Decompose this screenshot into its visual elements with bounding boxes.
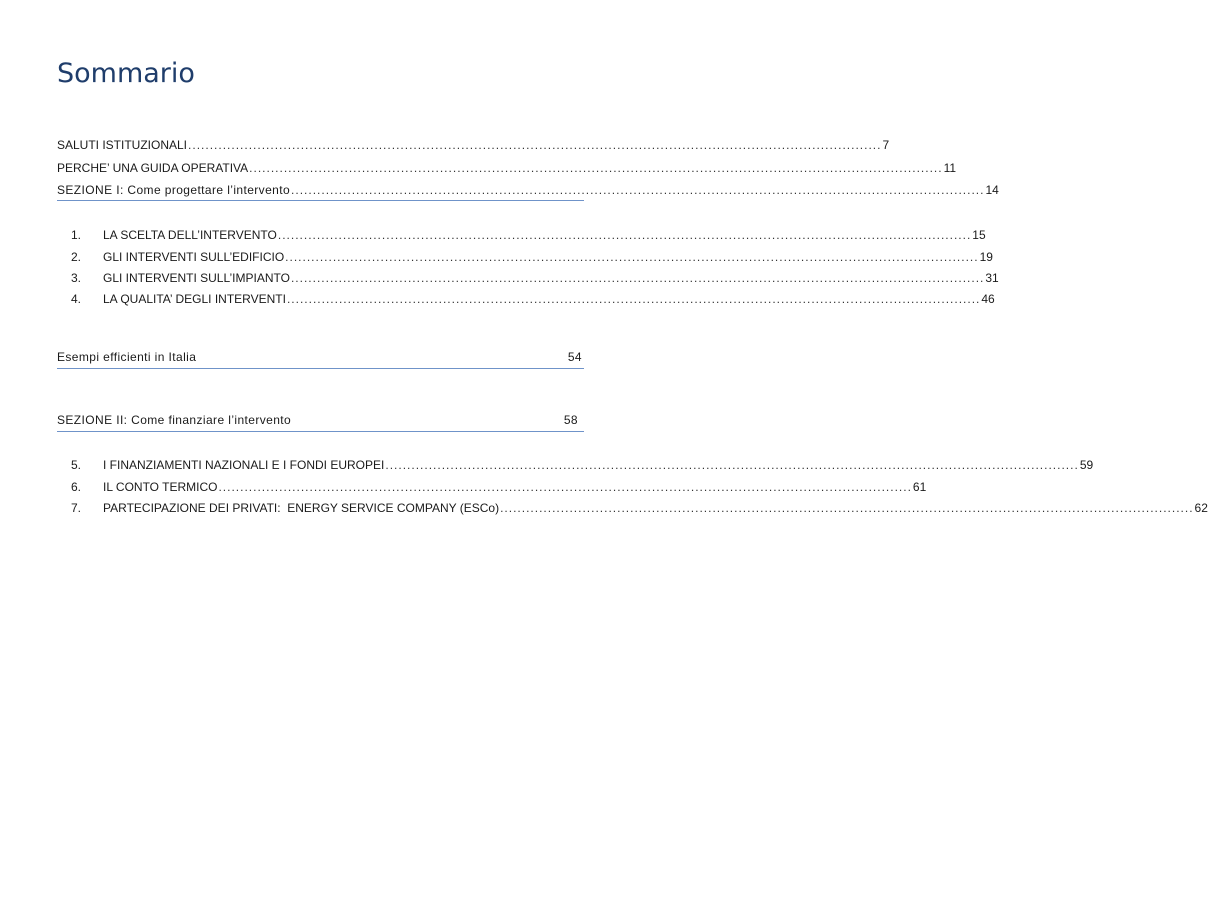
toc-page-number: 7 bbox=[882, 138, 890, 152]
toc-leader-dots: ................................................................................................................................................................ bbox=[291, 183, 985, 197]
toc-entry-text: PERCHE’ UNA GUIDA OPERATIVA bbox=[57, 161, 249, 175]
toc-entry-esco[interactable] bbox=[57, 501, 1208, 515]
toc-entry-perche[interactable] bbox=[57, 161, 957, 175]
toc-page-number: 19 bbox=[979, 250, 993, 264]
toc-entry-edificio[interactable] bbox=[57, 250, 993, 264]
toc-leader-dots: ................................................................................................................................................................ bbox=[286, 292, 981, 306]
toc-entry-text: GLI INTERVENTI SULL’IMPIANTO bbox=[103, 271, 290, 285]
toc-leader-dots: ................................................................................................................................................................ bbox=[249, 161, 943, 175]
toc-page-number: 31 bbox=[985, 271, 999, 285]
toc-page-number: 11 bbox=[943, 161, 957, 175]
toc-entry-sezione-1[interactable] bbox=[57, 183, 999, 201]
toc-entry-text: IL CONTO TERMICO bbox=[103, 480, 218, 494]
toc-page-number: 46 bbox=[981, 292, 995, 306]
toc-entry-text: LA SCELTA DELL’INTERVENTO bbox=[103, 228, 277, 242]
toc-page-number: 14 bbox=[985, 183, 999, 197]
toc-entry-qualita[interactable] bbox=[57, 292, 995, 306]
toc-entry-sezione-2[interactable] bbox=[57, 413, 584, 432]
toc-entry-number: 2. bbox=[71, 250, 82, 264]
toc-entry-text: Esempi efficienti in Italia bbox=[57, 350, 197, 364]
toc-entry-scelta[interactable] bbox=[57, 228, 986, 242]
toc-entry-conto-termico[interactable] bbox=[57, 480, 927, 494]
toc-entry-number: 6. bbox=[71, 480, 82, 494]
toc-entry-number: 4. bbox=[71, 292, 82, 306]
toc-leader-dots: ................................................................................................................................................................ bbox=[500, 501, 1194, 515]
toc-leader-dots: ................................................................................................................................................................ bbox=[188, 138, 882, 152]
toc-page-number: 15 bbox=[972, 228, 986, 242]
toc-leader-dots: ................................................................................................................................................................ bbox=[290, 271, 985, 285]
toc-page-number: 61 bbox=[912, 480, 927, 494]
toc-entry-text: GLI INTERVENTI SULL’EDIFICIO bbox=[103, 250, 285, 264]
toc-entry-saluti[interactable] bbox=[57, 138, 890, 152]
toc-entry-esempi[interactable] bbox=[57, 350, 584, 369]
toc-page-number: 62 bbox=[1194, 501, 1208, 515]
toc-entry-number: 3. bbox=[71, 271, 82, 285]
toc-entry-text: I FINANZIAMENTI NAZIONALI E I FONDI EUROPEI bbox=[103, 458, 385, 472]
toc-entry-text: LA QUALITA’ DEGLI INTERVENTI bbox=[103, 292, 286, 306]
toc-entry-text: SEZIONE II: Come finanziare l’intervento bbox=[57, 413, 292, 427]
toc-page-number: 54 bbox=[567, 350, 582, 364]
toc-leader-dots: ................................................................................................................................................................ bbox=[218, 480, 912, 494]
toc-entry-text: PARTECIPAZIONE DEI PRIVATI: ENERGY SERVICE COMPANY (ESCo) bbox=[103, 501, 500, 515]
toc-entry-impianto[interactable] bbox=[57, 271, 999, 285]
toc-entry-text: SEZIONE I: Come progettare l’intervento bbox=[57, 183, 291, 197]
toc-page-number: 59 bbox=[1079, 458, 1094, 472]
toc-page-number: 58 bbox=[563, 413, 578, 427]
toc-leader-dots: ................................................................................................................................................................ bbox=[385, 458, 1079, 472]
toc-leader-dots: ................................................................................................................................................................ bbox=[285, 250, 979, 264]
toc-entry-finanziamenti[interactable] bbox=[57, 458, 1094, 472]
toc-leader-dots: ................................................................................................................................................................ bbox=[277, 228, 972, 242]
toc-entry-number: 7. bbox=[71, 501, 82, 515]
toc-entry-number: 1. bbox=[71, 228, 82, 242]
page-title: Sommario bbox=[57, 58, 195, 89]
toc-entry-number: 5. bbox=[71, 458, 82, 472]
toc-entry-text: SALUTI ISTITUZIONALI bbox=[57, 138, 188, 152]
